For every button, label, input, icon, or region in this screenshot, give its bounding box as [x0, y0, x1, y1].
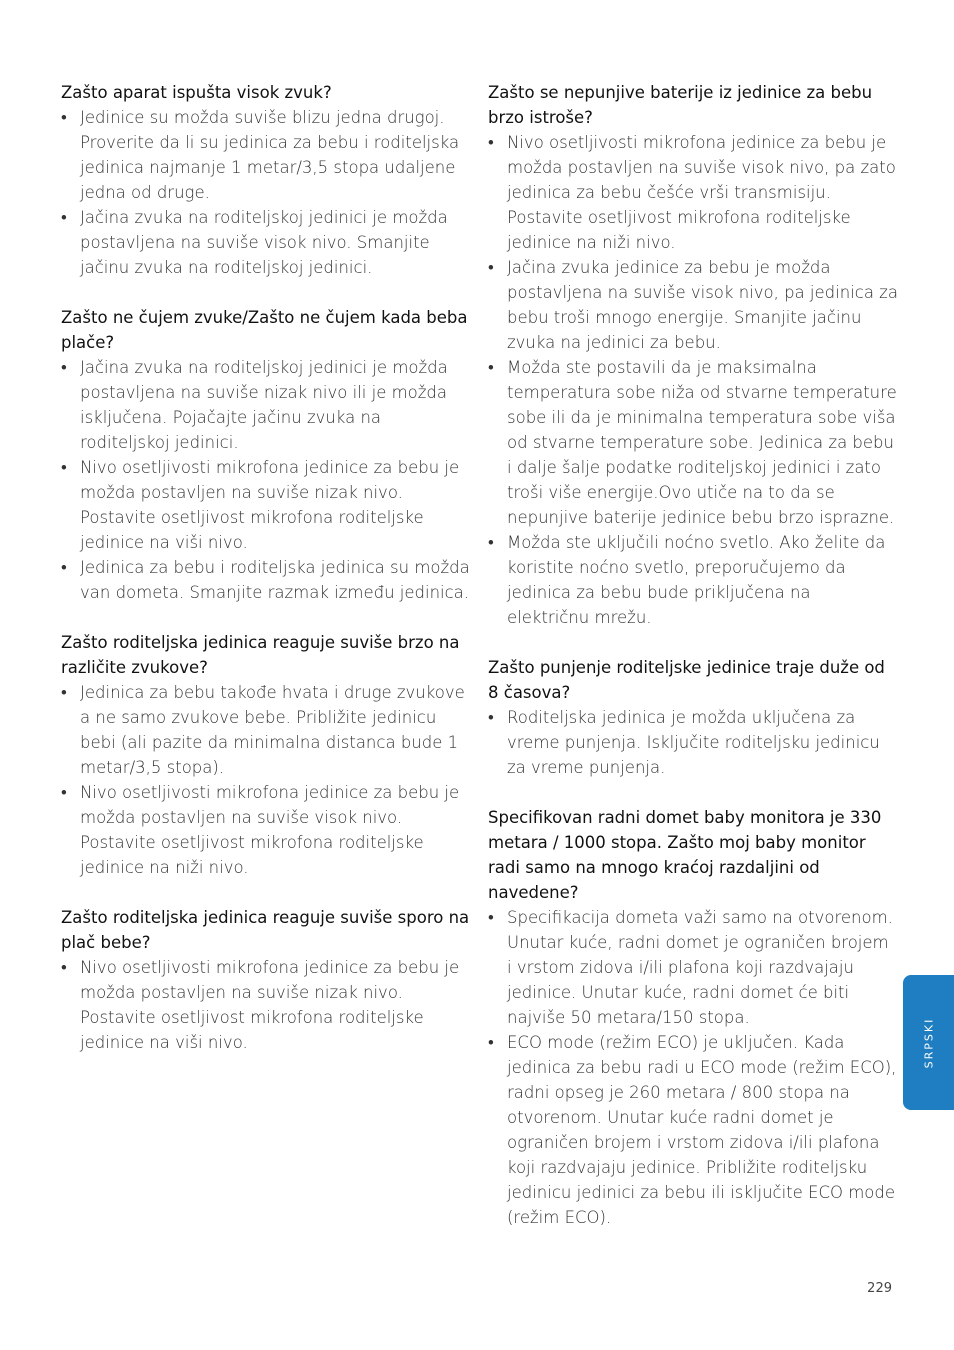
faq-bullet: • Nivo osetljivosti mikrofona jedinice za bebu je možda postavljen na suviše visok nivo, pa zato jedinica za bebu češće vrši transmisiju. Postavite osetljivost mikrofona roditeljske jedinice na niži nivo.: [488, 130, 898, 255]
faq-question: Zašto aparat ispušta visok zvuk?: [61, 83, 332, 102]
faq-question: Specifikovan radni domet baby monitora je 330 metara / 1000 stopa. Zašto moj baby monitor radi samo na mnogo kraćoj razdaljini od navedene?: [488, 808, 882, 902]
faq-answer-list: [61, 680, 471, 880]
language-side-tab: [903, 975, 954, 1110]
faq-bullet: • Jačina zvuka na roditeljskoj jedinici je možda postavljena na suviše nizak nivo ili je možda isključena. Pojačajte jačinu zvuka na roditeljskoj jedinici.: [61, 355, 471, 455]
faq-answer-list: [488, 705, 898, 780]
faq-question: Zašto ne čujem zvuke/Zašto ne čujem kada beba plače?: [61, 308, 468, 352]
left-column: [61, 80, 471, 1080]
faq-item: [61, 630, 471, 880]
faq-item: [488, 655, 898, 780]
faq-item: [61, 905, 471, 1055]
language-tab-label: SRPSKI: [922, 1017, 935, 1068]
faq-bullet: • Specifikacija dometa važi samo na otvorenom. Unutar kuće, radni domet je ograničen brojem i vrstom zidova i/ili plafona koji razdvajaju jedinice. Unutar kuće, radni domet će biti najviše 50 metara/150 stopa.: [488, 905, 898, 1030]
page-number: 229: [867, 1281, 892, 1296]
faq-bullet: • Jačina zvuka na roditeljskoj jedinici je možda postavljena na suviše visok nivo. Smanjite jačinu zvuka na roditeljskoj jedinici.: [61, 205, 471, 280]
faq-question: Zašto se nepunjive baterije iz jedinice za bebu brzo istroše?: [488, 83, 873, 127]
faq-bullet: • Jačina zvuka jedinice za bebu je možda postavljena na suviše visok nivo, pa jedinica za bebu troši mnogo energije. Smanjite jačinu zvuka na jedinici za bebu.: [488, 255, 898, 355]
faq-bullet: • Nivo osetljivosti mikrofona jedinice za bebu je možda postavljen na suviše nizak nivo. Postavite osetljivost mikrofona roditeljske jedinice na viši nivo.: [61, 455, 471, 555]
faq-bullet: • Možda ste uključili noćno svetlo. Ako želite da koristite noćno svetlo, preporučujemo da jedinica za bebu bude priključena na električnu mrežu.: [488, 530, 898, 630]
right-column: [488, 80, 898, 1255]
faq-bullet: • Jedinica za bebu i roditeljska jedinica su možda van dometa. Smanjite razmak između jedinica.: [61, 555, 471, 605]
faq-bullet: • Roditeljska jedinica je možda uključena za vreme punjenja. Isključite roditeljsku jedinicu za vreme punjenja.: [488, 705, 898, 780]
faq-bullet: • Jedinica za bebu takođe hvata i druge zvukove a ne samo zvukove bebe. Približite jedinicu bebi (ali pazite da minimalna distanca bude 1 metar/3,5 stopa).: [61, 680, 471, 780]
faq-question: Zašto roditeljska jedinica reaguje suviše sporo na plač bebe?: [61, 908, 470, 952]
faq-answer-list: [61, 955, 471, 1055]
faq-bullet: • Nivo osetljivosti mikrofona jedinice za bebu je možda postavljen na suviše nizak nivo. Postavite osetljivost mikrofona roditeljske jedinice na viši nivo.: [61, 955, 471, 1055]
faq-item: [61, 80, 471, 280]
faq-bullet: • Nivo osetljivosti mikrofona jedinice za bebu je možda postavljen na suviše visok nivo. Postavite osetljivost mikrofona roditeljske jedinice na niži nivo.: [61, 780, 471, 880]
faq-answer-list: [488, 130, 898, 630]
faq-bullet: • Jedinice su možda suviše blizu jedna drugoj. Proverite da li su jedinica za bebu i roditeljska jedinica najmanje 1 metar/3,5 stopa udaljene jedna od druge.: [61, 105, 471, 205]
faq-bullet: • Možda ste postavili da je maksimalna temperatura sobe niža od stvarne temperature sobe ili da je minimalna temperatura sobe viša od stvarne temperature sobe. Jedinica za bebu i dalje šalje podatke roditeljskoj jedinici i zato troši više energije.Ovo utiče na to da se nepunjive baterije jedinice bebu brzo isprazne.: [488, 355, 898, 530]
faq-answer-list: [61, 105, 471, 280]
faq-item: [61, 305, 471, 605]
faq-question: Zašto roditeljska jedinica reaguje suviše brzo na različite zvukove?: [61, 633, 460, 677]
faq-question: Zašto punjenje roditeljske jedinice traje duže od 8 časova?: [488, 658, 885, 702]
faq-answer-list: [488, 905, 898, 1230]
faq-bullet: • ECO mode (režim ECO) je uključen. Kada jedinica za bebu radi u ECO mode (režim ECO), radni opseg je 260 metara / 800 stopa na otvorenom. Unutar kuće radni domet je ograničen brojem i vrstom zidova i/ili plafona koji razdvajaju jedinice. Približite roditeljsku jedinicu jedinici za bebu ili isključite ECO mode (režim ECO).: [488, 1030, 898, 1230]
faq-item: [488, 805, 898, 1230]
faq-answer-list: [61, 355, 471, 605]
faq-item: [488, 80, 898, 630]
